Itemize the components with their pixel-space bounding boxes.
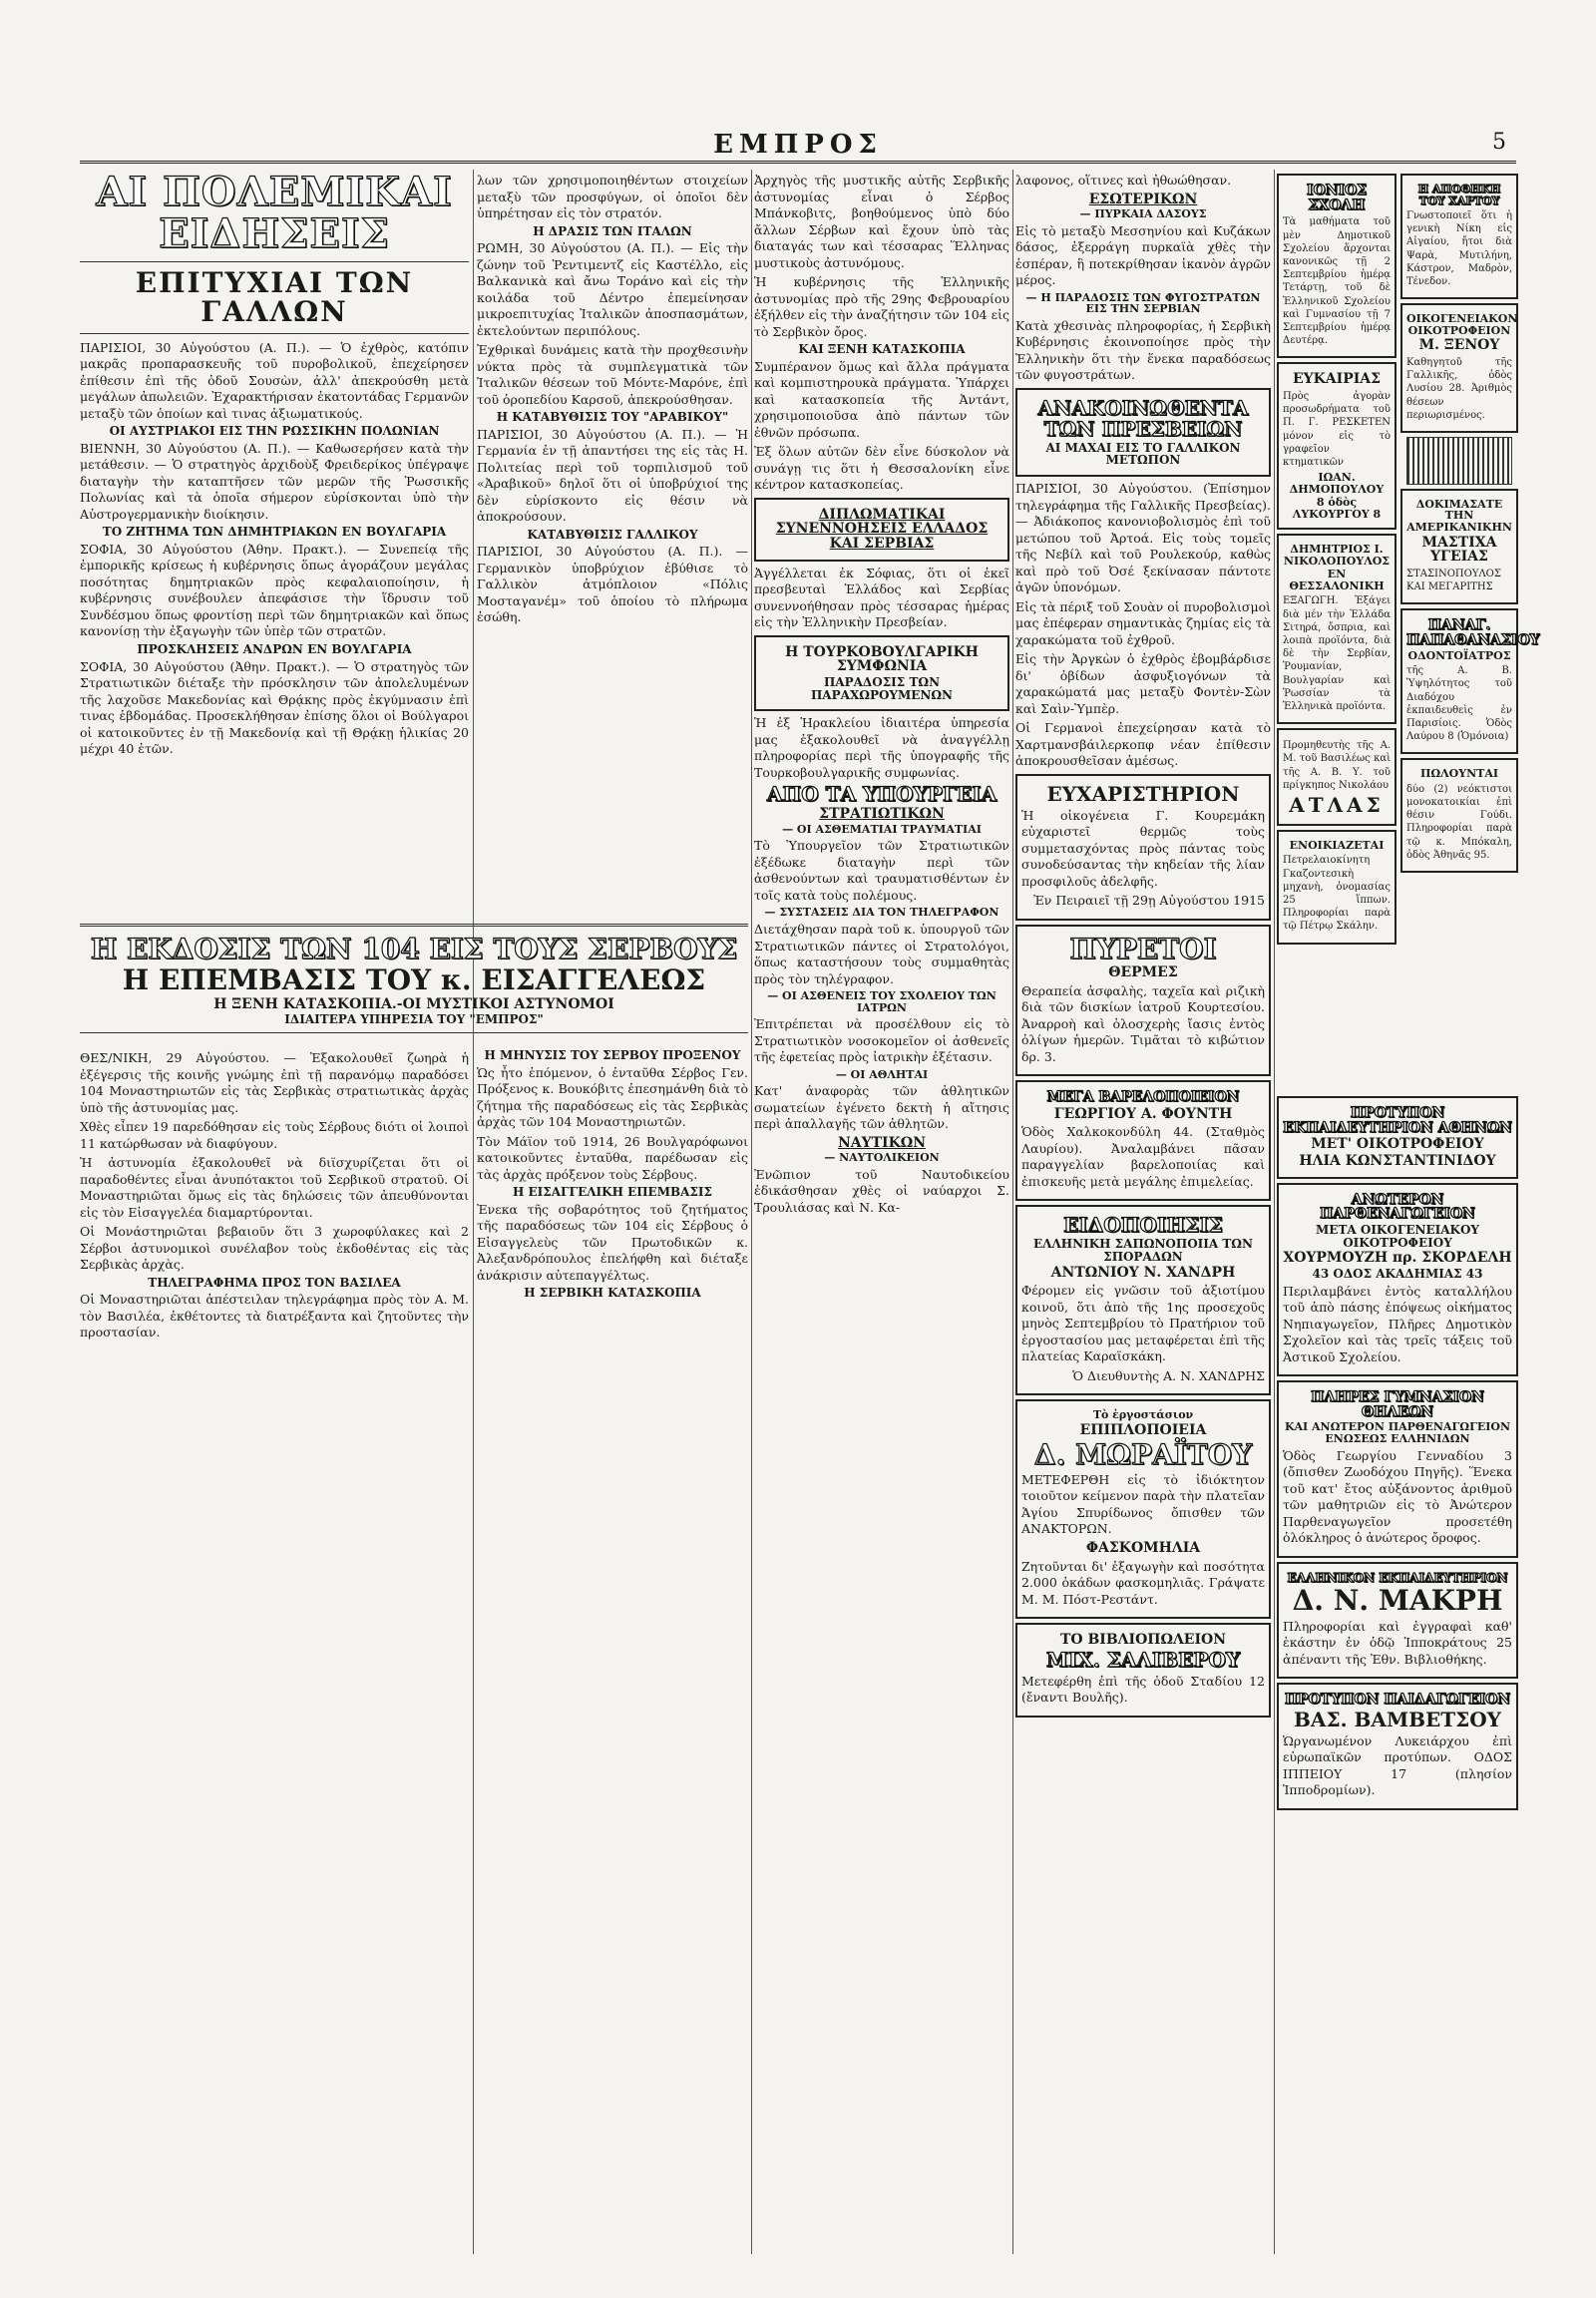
article-paragraph: Τὸν Μάϊον τοῦ 1914, 26 Βουλγαρόφωνοι κατοικοῦντες ἐνταῦθα, παρέδωσαν εἰς τὰς ἀρχὰς πρόξενον τοὺς Σέρβους. [477, 1133, 748, 1182]
column-war-news [80, 170, 469, 908]
column-serbian-consul [477, 1047, 748, 2254]
article-paragraph: Ἐξ ὅλων αὐτῶν δὲν εἶνε δύσκολον νὰ συνάγῃ τις ὅτι ἡ Θεσσαλονίκη εἶνε κέντρον κατασκοπείας. [754, 444, 1009, 493]
ad-text: Γνωστοποιεῖ ὅτι ἡ γενικὴ Νίκη εἰς Αἰγαίου, ἤτοι διὰ Ψαρὰ, Μυτιλήνη, Κάστρον, Μαδρὸν, Τένεδον. [1406, 210, 1512, 288]
article-paragraph: Ἐνεκα τῆς σοβαρότητος τοῦ ζητήματος τῆς παραδόσεως τῶν 104 εἰς Σέρβους ὁ Εἰσαγγελεὺς τῶν Πρωτοδικῶν κ. Ἀλεξανδρόπουλος ἐπελήφθη καὶ διέταξε ἀνάκρισιν αὐτεπαγγέλτως. [477, 1201, 748, 1283]
ad-box [1015, 1623, 1271, 1718]
ad-text: ΜΕΤΕΦΕΡΘΗ εἰς τὸ ἰδιόκτητον τοιοῦτον κείμενον παρὰ τὴν πλατεῖαν Ἁγίου Σπυρίδωνος ὄπισθεν τῶν ΑΝΑΚΤΟΡΩΝ. [1021, 1471, 1265, 1537]
ad-box [1277, 728, 1396, 826]
ad-subtitle: ΟΔΟΝΤΟΪΑΤΡΟΣ [1407, 648, 1511, 662]
box-subtitle: ΑΙ ΜΑΧΑΙ ΕΙΣ ΤΟ ΓΑΛΛΙΚΟΝ ΜΕΤΩΠΟΝ [1045, 440, 1241, 468]
ad-subtitle: ΜΕΤΑ ΟΙΚΟΓΕΝΕΙΑΚΟΥ ΟΙΚΟΤΡΟΦΕΙΟΥ [1316, 1223, 1479, 1250]
ad-text: Τὸ ἐργοστάσιον [1092, 1408, 1194, 1422]
article-paragraph: ΘΕΣ/ΝΙΚΗ, 29 Αὐγούστου. — Ἐξακολουθεῖ ζωηρὰ ἡ ἐξέγερσις τῆς κοινῆς γνώμης ἐπὶ τῇ παρανόμῳ παραδόσει 104 Μοναστηριωτῶν εἰς τὰς Σερβικὰς στρατιωτικὰς ἀρχὰς ὑπὸ τῆς ἀστυνομίας μας. [80, 1050, 469, 1115]
ad-subtitle: Μ. ΞΕΝΟΥ [1418, 337, 1500, 354]
ad-text: Ζητοῦνται δι' ἐξαγωγὴν καὶ ποσότητα 2.000 ὀκάδων φασκομηλιᾶς. Γράψατε Μ. Μ. Πόστ-Ρεστάντ. [1021, 1558, 1265, 1607]
section-heading: — Η ΠΑΡΑΔΟΣΙΣ ΤΩΝ ΦΥΓΟΣΤΡΑΤΩΝ ΕΙΣ ΤΗΝ ΣΕΡΒΙΑΝ [1025, 290, 1261, 316]
ad-title: ΕΥΚΑΙΡΙΑΣ [1292, 371, 1382, 388]
article-paragraph: ΠΑΡΙΣΙΟΙ, 30 Αὐγούστου (Α. Π.). — Ἡ Γερμανία ἐν τῇ ἀπαντήσει της εἰς τὰς Η. Πολιτείας περὶ τοῦ τορπιλισμοῦ τοῦ «Ἀραβικοῦ» δηλοῖ ὅτι οἱ ὑποβρύχιοί της δὲν εὑρίσκοντο εἰς θέσιν νὰ ἀποκρούσουν. [477, 426, 748, 525]
section-heading: Η ΜΗΝΥΣΙΣ ΤΟΥ ΣΕΡΒΟΥ ΠΡΟΞΕΝΟΥ [484, 1048, 741, 1062]
ad-text: ΣΤΑΣΙΝΟΠΟΥΛΟΣ ΚΑΙ ΜΕΓΑΡΙΤΗΣ [1406, 568, 1501, 593]
article-paragraph: Οἱ Μοναστηριῶται ἀπέστειλαν τηλεγράφημα πρὸς τὸν Α. Μ. τὸν Βασιλέα, ἐκθέτοντες τὰ διατρέξαντα καὶ ζητοῦντες τὴν προστασίαν. [80, 1292, 469, 1340]
article-paragraph: Εἰς τὴν Ἀργκὼν ὁ ἐχθρὸς ἐβομβάρδισε δι' ὀβίδων ἀσφυξιογόνων τὰ χαρακώματά μας μεταξὺ Φοντὲν-Σὼν καὶ Σαὶν-Ὑμπὲρ. [1015, 651, 1271, 716]
ad-box [1277, 1183, 1518, 1376]
ad-subtitle: 8 ὁδὸς ΛΥΚΟΥΡΓΟΥ 8 [1292, 496, 1382, 521]
domestic-heading: ΕΣΩΤΕΡΙΚΩΝ [1088, 191, 1198, 207]
ad-subtitle: ΧΟΥΡΜΟΥΖΗ πρ. ΣΚΟΡΔΕΛΗ [1283, 1250, 1512, 1267]
article-paragraph: Ἡ ἐξ Ἡρακλείου ἰδιαιτέρα ὑπηρεσία μας ἐξακολουθεῖ νὰ ἀναγγέλλῃ πληροφορίας περὶ τῆς ὑπογραφῆς τῆς Τουρκοβουλγαρικῆς συμφωνίας. [754, 715, 1009, 780]
ad-title: ΑΝΩΤΕΡΟΝ ΠΑΡΘΕΝΑΓΩΓΕΙΟΝ [1320, 1191, 1475, 1223]
article-paragraph: Κατ' ἀναφορὰς τῶν ἀθλητικῶν σωματείων ἐγένετο δεκτὴ ἡ αἴτησις περὶ ἀπαλλαγῆς τῶν ἀθλητῶν. [754, 1083, 1009, 1132]
ad-text: Φέρομεν εἰς γνῶσιν τοῦ ἀξιοτίμου κοινοῦ, ὅτι ἀπὸ τῆς 1ης προσεχοῦς μηνὸς Σεπτεμβρίου τὸ Πρατήριον τοῦ ἐργοστασίου μας μεταφέρεται ἐπὶ τῆς πλατείας Καραϊσκάκη. [1021, 1283, 1265, 1364]
article-paragraph: Ἐχθρικαὶ δυνάμεις κατὰ τὴν προχθεσινὴν νύκτα πρὸς τὰ συμπλεγματικὰ τῶν Ἰταλικῶν θέσεων τοῦ Μόντε-Μαρόνε, ἐπὶ τοῦ ὁροπεδίου Καρσοῦ, ἀπεκρούσθησαν. [477, 342, 748, 407]
section-heading: ΤΗΛΕΓΡΑΦΗΜΑ ΠΡΟΣ ΤΟΝ ΒΑΣΙΛΕΑ [148, 1275, 401, 1290]
section-heading: ΠΡΟΣΚΛΗΣΕΙΣ ΑΝΔΡΩΝ ΕΝ ΒΟΥΛΓΑΡΙΑ [137, 641, 412, 656]
ad-box [1277, 174, 1396, 358]
column-rule [473, 170, 474, 2254]
ad-title: ΠΡΟΤΥΠΟΝ ΠΑΙΔΑΓΩΓΕΙΟΝ [1284, 1692, 1511, 1709]
article-paragraph: ΠΑΡΙΣΙΟΙ, 30 Αὐγούστου. (Ἐπίσημον τηλεγράφημα τῆς Γαλλικῆς Πρεσβείας). — Ἀδιάκοπος κανονιοβολισμὸς ἐπὶ τοῦ μετώπου τοῦ Ἀρτοά. Εἰς τοὺς τομεῖς τῆς Νεβίλ καὶ τοῦ Ρουλεκούρ, καθὼς καὶ πρὸ τοῦ Ὀσέ ξεκίνασαν πάντοτε ἀγῶν ὑπονόμων. [1015, 481, 1271, 595]
ad-box [1277, 1562, 1518, 1679]
ad-box [1015, 774, 1271, 921]
ad-subtitle: ΒΑΣ. ΒΑΜΒΕΤΣΟΥ [1294, 1707, 1501, 1731]
article-paragraph: Διετάχθησαν παρὰ τοῦ κ. ὑπουργοῦ τῶν Στρατιωτικῶν πάντες οἱ Στρατολόγοι, ὅπως καταστήσουν τοὺς συμμαθητὰς πρὸς τὸν τηλέγραφον. [754, 922, 1009, 986]
article-paragraph: Συμπέρανον ὅμως καὶ ἄλλα πράγματα καὶ κομπιστηρουκὰ πράγματα. Ὑπάρχει καὶ κατασκοπεία τῆς Ἀντάντ, χρησιμοποιοῦσα ἀπὸ πάντων τῶν ἐθνῶν πρόσωπα. [754, 358, 1009, 440]
ad-title: ΜΕΓΑ ΒΑΡΕΛΟΠΟΙΕΙΟΝ [1046, 1089, 1240, 1106]
article-paragraph: Ἐπιτρέπεται νὰ προσέλθουν εἰς τὸ Στρατιωτικὸν νοσοκομεῖον οἱ ἀσθενεῖς τῆς ἐφετείας πρὸς ἰατρικὴν ἐξέτασιν. [754, 1016, 1009, 1065]
column-rule [751, 170, 752, 2254]
ad-text: Μετεφέρθη ἐπὶ τῆς ὁδοῦ Σταδίου 12 (ἔναντι Βουλῆς). [1021, 1673, 1265, 1706]
ad-box [1400, 608, 1540, 754]
ad-text: τῆς Α. Β. Ὑψηλότητος τοῦ Διαδόχου ἐκπαιδευθεὶς ἐν Παρισίοις. Ὁδὸς Λαύρου 8 (Ὁμόνοια) [1406, 665, 1512, 743]
section-heading: ΚΑΤΑΒΥΘΙΣΙΣ ΓΑΛΛΙΚΟΥ [527, 527, 698, 542]
ad-title: ΕΙΔΟΠΟΙΗΣΙΣ [1063, 1213, 1223, 1238]
divider [80, 261, 469, 262]
ad-subtitle: ΜΙΧ. ΣΑΛΙΒΕΡΟΥ [1045, 1647, 1241, 1672]
ad-subtitle: ΚΑΙ ΑΝΩΤΕΡΟΝ ΠΑΡΘΕΝΑΓΩΓΕΙΟΝ ΕΝΩΣΕΩΣ ΕΛΛΗΝΙΔΩΝ [1284, 1420, 1511, 1446]
column-italians [477, 170, 748, 908]
section-heading: Η ΣΕΡΒΙΚΗ ΚΑΤΑΣΚΟΠΙΑ [524, 1286, 701, 1301]
ad-text: Πληροφορίαι καὶ ἐγγραφαὶ καθ' ἑκάστην ἐν ὁδῷ Ἱπποκράτους 25 ἀπέναντι τῆς Ἐθν. Βιβλιοθήκης. [1283, 1618, 1512, 1667]
boxed-heading [754, 498, 1009, 562]
ad-box [1277, 1683, 1518, 1810]
article-paragraph: Ἡ ἀστυνομία ἐξακολουθεῖ νὰ διϊσχυρίζεται ὅτι οἱ παραδοθέντες εἶναι ἀνυπότακτοι τοῦ Σερβικοῦ στρατοῦ. Οἱ Μοναστηριῶται ὅμως εἰς τὰς δηλώσεις τῶν ἀπευθύνονται εἰς τὸν Εἰσαγγελέα διαμαρτύρονται. [80, 1155, 469, 1220]
ad-box [1015, 1399, 1271, 1619]
column-rule [1012, 170, 1013, 2254]
article-paragraph: Οἱ Γερμανοὶ ἐπεχείρησαν κατὰ τὸ Χαρτμανσβάιλερκοπφ νέαν ἐπίθεσιν ἀποκρουσθεῖσαν ἀμέσως. [1015, 720, 1271, 769]
article-paragraph: ΠΑΡΙΣΙΟΙ, 30 Αὐγούστου (Α. Π.). — Γερμανικὸν ὑποβρύχιον ἐβύθισε τὸ Γαλλικὸν ἀτμόπλοιον «Πόλις Μοσταγανέμ» τοῦ ὁποίου τὸ πλήρωμα ἐσώθη. [477, 544, 748, 625]
article-paragraph: ΣΟΦΙΑ, 30 Αὐγούστου (Ἀθην. Πρακτ.). — Ὁ στρατηγὸς τῶν Στρατιωτικῶν διέταξε τὴν πρόσκλησιν τῶν ἀπολελυμένων τῆς λαχοῦσε Μακεδονίας καὶ Θρᾴκης πρὸς ἐκγύμνασιν ἐπὶ τινας ἑβδομάδας. Προσεκλήθησαν ἐπίσης ὅλοι οἱ Βούλγαροι οἱ κατοικοῦντες ἐν τῇ Μακεδονίᾳ καὶ τῇ Θρᾴκῃ ἡλικίας 20 μέχρι 40 ἐτῶν. [80, 658, 469, 757]
section-heading: — ΟΙ ΑΣΘΕΝΕΙΣ ΤΟΥ ΣΧΟΛΕΙΟΥ ΤΩΝ ΙΑΤΡΩΝ [767, 989, 997, 1014]
ad-text: δύο (2) νεόκτιστοι μονοκατοικίαι ἐπὶ θέσιν Γούδι. Πληροφορίαι παρὰ τῷ κ. Μπόκαλη, ὁδὸς Ἀθηνᾶς 95. [1406, 783, 1512, 861]
article-paragraph: Οἱ Μονάστηριῶται βεβαιοῦν ὅτι 3 χωροφύλακες καὶ 2 Σέρβοι ἀστυνομικοὶ συνέλαβον τοὺς ἐκδοθέντας εἰς τὰς Σερβικὰς ἀρχὰς. [80, 1224, 469, 1272]
article-paragraph: Ἀγγέλλεται ἐκ Σόφιας, ὅτι οἱ ἐκεῖ πρεσβευταὶ Ἑλλάδος καὶ Σερβίας συνεννοήθησαν πρὸς τέσσαρας ἡμέρας εἰς τὴν Ἑλληνικὴν Πρεσβείαν. [754, 565, 1009, 630]
ad-text: Περιλαμβάνει ἐντὸς καταλλήλου τοῦ ἀπὸ πάσης ἐπόψεως οἰκήματος Νηπιαγωγεῖον, Πλῆρες Δημοτικὸν Σχολεῖον καὶ τὰς τρεῖς τάξεις τοῦ Ἀστικοῦ Σχολείου. [1283, 1283, 1512, 1364]
ad-subtitle: ΕΝ ΘΕΣΣΑΛΟΝΙΚΗ [1289, 568, 1385, 592]
ad-title: ΠΩΛΟΥΝΤΑΙ [1419, 767, 1499, 781]
ad-subtitle: ΗΛΙΑ ΚΩΝΣΤΑΝΤΙΝΙΔΟΥ [1299, 1153, 1496, 1170]
ad-box [1400, 758, 1518, 873]
ad-title: ΠΡΟΤΥΠΟΝ ΕΚΠΑΙΔΕΥΤΗΡΙΟΝ ΑΘΗΝΩΝ [1283, 1105, 1512, 1136]
ministries-heading: ΑΠΟ ΤΑ ΥΠΟΥΡΓΕΙΑ [766, 782, 998, 807]
ad-text: ΕΞΑΓΩΓΗ. Ἐξάγει διὰ μέν τὴν Ἑλλάδα Σιτηρά, ὄσπρια, καὶ λοιπὰ προϊόντα, διὰ δὲ τὴν Σερβίαν, Ῥουμανίαν, Βουλγαρίαν καὶ Ῥωσσίαν τὰ Ἑλληνικὰ προϊόντα. [1283, 595, 1391, 712]
column-domestic [1015, 170, 1271, 2254]
article-paragraph: ΒΙΕΝΝΗ, 30 Αὐγούστου (Α. Π.). — Καθωσερήσεν κατὰ τὴν μετάθεσιν. — Ὁ στρατηγὸς ἀρχιδοὺξ Φρειδερίκος ὑπέγραψε διαταγὴν τὴν καταπτῆσεν τῶν μερῶν τῆς Ῥωσσικῆς Πολωνίας καὶ τὰ ὁποῖα σήμερον εὑρίσκονται ὑπὸ τὴν Αὐστρογερμανικὴν διοίκησιν. [80, 440, 469, 522]
boxed-heading [1015, 388, 1271, 477]
ad-text: Ἐν Πειραιεῖ τῇ 29ῃ Αὐγούστου 1915 [1033, 893, 1265, 909]
box-title: Η ΤΟΥΡΚΟΒΟΥΛΓΑΡΙΚΗ ΣΥΜΦΩΝΙΑ [785, 643, 979, 675]
masthead-title: ΕΜΠΡΟΣ [713, 130, 883, 160]
ad-text: Ἡ οἰκογένεια Γ. Κουρεμάκη εὐχαριστεῖ θερμῶς τοὺς συμμετασχόντας πρὸς πάντας τοὺς συνοδεύσαντας τὴν κηδείαν τῆς λίαν προσφιλοῦς ἀδελφῆς. [1021, 807, 1265, 889]
article-paragraph: Εἰς τὰ πέριξ τοῦ Σουὰν οἱ πυροβολισμοὶ μας ἐπέφεραν σημαντικὰς ζημίας εἰς τὰ χαρακώματα τοῦ ἐχθροῦ. [1015, 598, 1271, 647]
article-paragraph: ΡΩΜΗ, 30 Αὐγούστου (Α. Π.). — Εἰς τὴν ζώνην τοῦ Ῥεντιμεντζ εἰς Καστέλλο, εἰς Βαλκανικὰ καὶ ἄνω Τοράνο καὶ εἰς τὴν κοιλάδα τοῦ Δέντρο ἐπεμείνησαν μικροεπιτυχίας Ἰταλικῶν ἀποσπασμάτων, ἐκτελούντων περιπόλους. [477, 240, 748, 338]
ad-box [1277, 362, 1396, 530]
ad-subtitle: ΘΕΡΜΕΣ [1108, 963, 1178, 980]
boxed-heading [754, 635, 1009, 712]
ad-subtitle: Δ. Ν. ΜΑΚΡΗ [1292, 1584, 1503, 1618]
wide-headline: Η ΕΚΔΟΣΙΣ ΤΩΝ 104 ΕΙΣ ΤΟΥΣ ΣΕΡΒΟΥΣ [90, 933, 738, 965]
article-paragraph: ΠΑΡΙΣΙΟΙ, 30 Αὐγούστου (Α. Π.). — Ὁ ἐχθρὸς, κατόπιν μακρᾶς προπαρασκευῆς τοῦ πυροβολικοῦ, ἐπεχείρησεν ἐπίθεσιν ἐπὶ τῆς ὁδοῦ Σουσὼν, ἀλλ' ἀπεκρούσθη μετὰ μεγάλων ἀπωλειῶν. Ἐχαρακτήρισαν ἐκατοντάδας Γερμανῶν μεταξὺ τῶν ὁποίων καὶ τινας ἀξιωματικούς. [80, 339, 469, 421]
column-ads-a [1277, 170, 1396, 1087]
divider [80, 1032, 748, 1033]
article-paragraph: Ἡ κυβέρνησις τῆς Ἑλληνικῆς ἀστυνομίας πρὸ τῆς 29ης Φεβρουαρίου ἐξήλθεν εἰς τὴν ἀναζήτησιν τῶν 104 εἰς τὸ Σερβικὸν ὄρος. [754, 274, 1009, 339]
section-heading: — ΠΥΡΚΑΙΑ ΔΑΣΟΥΣ [1079, 207, 1207, 221]
column-school-ads [1277, 1092, 1518, 2254]
ad-text: Ὡργανωμένον Λυκειάρχου ἐπὶ εὐρωπαϊκῶν προτύπων. ΟΔΟΣ ΙΠΠΕΙΟΥ 17 (πλησίον Ἱπποδρομίων). [1283, 1732, 1512, 1798]
ad-subtitle: ΙΩΑΝ. ΔΗΜΟΠΟΥΛΟΥ [1289, 471, 1385, 496]
ad-subtitle: ΑΝΤΩΝΙΟΥ Ν. ΧΑΝΔΡΗ [1050, 1264, 1236, 1281]
ad-subtitle: 43 ΟΔΟΣ ΑΚΑΔΗΜΙΑΣ 43 [1312, 1267, 1483, 1281]
ad-text: Ὁ Διευθυντὴς Α. Ν. ΧΑΝΔΡΗΣ [1072, 1367, 1265, 1383]
wide-headline-block [80, 916, 748, 1039]
column-rule [1274, 170, 1275, 2254]
ad-subtitle: ΜΕΤ' ΟΙΚΟΤΡΟΦΕΙΟΥ [1311, 1136, 1484, 1153]
section-heading: Η ΔΡΑΣΙΣ ΤΩΝ ΙΤΑΛΩΝ [533, 223, 692, 238]
ministries-subheading: ΣΤΡΑΤΙΩΤΙΚΩΝ [819, 806, 945, 823]
sub-headline: ΕΠΙΤΥΧΙΑΙ ΤΩΝ ΓΑΛΛΩΝ [135, 266, 414, 329]
ad-text: Πρὸς ἀγορὰν προσωδρήματα τοῦ Π. Γ. ΡΕΣΚΕΤΕΝ μόνον εἰς τὸ γραφεῖον κτηματικῶν [1283, 390, 1391, 468]
section-heading: Η ΕΙΣΑΓΓΕΛΙΚΗ ΕΠΕΜΒΑΣΙΣ [512, 1185, 713, 1200]
section-heading: — ΣΥΣΤΑΣΕΙΣ ΔΙΑ ΤΟΝ ΤΗΛΕΓΡΑΦΟΝ [764, 906, 999, 920]
ad-subtitle: ΜΑΣΤΙΧΑ ΥΓΕΙΑΣ [1421, 534, 1497, 566]
banner-headline: ΑΙ ΠΟΛΕΜΙΚΑΙ ΕΙΔΗΣΕΙΣ [96, 169, 453, 257]
ad-title: ΑΤΛΑΣ [1289, 792, 1385, 817]
ad-title: ΙΟΝΙΟΣ ΣΧΟΛΗ [1306, 183, 1368, 213]
ad-title: ΠΛΗΡΕΣ ΓΥΜΝΑΣΙΟΝ ΘΗΛΕΩΝ [1311, 1389, 1484, 1420]
article-paragraph: Εἰς τὸ μεταξὺ Μεσσηνίου καὶ Κυζάκων δάσος, ἐξερράγη πυρκαϊὰ χθὲς τὴν ἑσπέραν, ἣ ποτεκρίθησαν ἱκανὸν ἀγρῶν μέρος. [1015, 222, 1271, 288]
ad-text: Προμηθευτὴς τῆς Α. Μ. τοῦ Βασιλέως καὶ τῆς Α. Β. Υ. τοῦ πρίγκηπος Νικολάου [1283, 740, 1391, 791]
column-ads-b [1400, 170, 1540, 1087]
article-paragraph: Κατὰ χθεσινὰς πληροφορίας, ἡ Σερβικὴ Κυβέρνησις ἐκοινοποίησε πρὸς τὴν Ἑλληνικὴν ὅτι τὴν ἕνεκα παραδόσεως τῶν φυγοστράτων. [1015, 317, 1271, 383]
ad-box [1015, 1205, 1271, 1395]
ad-title: ΦΑΣΚΟΜΗΛΙΑ [1085, 1539, 1201, 1556]
wide-headline-4: ΙΔΙΑΙΤΕΡΑ ΥΠΗΡΕΣΙΑ ΤΟΥ "ΕΜΠΡΟΣ" [284, 1012, 544, 1027]
masthead [80, 130, 1516, 164]
article-paragraph: ΣΟΦΙΑ, 30 Αὐγούστου (Ἀθην. Πρακτ.). — Συνεπείᾳ τῆς ἐμπορικῆς κρίσεως ἡ κυβέρνησις ὅπως ἀγοράζουν μεγάλας ποσότητας δημητριακῶν πρὸς κεφαλαιοποίησιν, ἡ κυβέρνησις συνέβουλεν ἀπεφάσισε τὴν ἵδρυσιν τοῦ Συνδέσμου ὅπως φροντίσῃ περὶ τῶν δημητριακῶν καὶ ὅπως κανονίσῃ τὴν ἐξαγωγὴν τῶν ὑπὲρ τῶν στρατῶν. [80, 541, 469, 639]
article-paragraph: Τὸ Ὑπουργεῖον τῶν Στρατιωτικῶν ἐξέδωκε διαταγὴν περὶ τῶν ἀσθενούντων καὶ τραυματισθέντων ἐν τοῖς κατὰ τοὺς πολέμους. [754, 838, 1009, 903]
ad-subtitle: Δ. ΜΩΡΑΪΤΟΥ [1033, 1437, 1253, 1471]
product-label-image [1406, 437, 1512, 485]
ad-text: Τὰ μαθήματα τοῦ μὲν Δημοτικοῦ Σχολείου ἄρχονται κανονικῶς τῇ 2 Σεπτεμβρίου ἡμέρᾳ Τετάρτῃ, τοῦ δὲ Ἑλληνικοῦ Σχολείου καὶ Γυμνασίου τῇ 7 Σεπτεμβρίου ἡμέρᾳ Δευτέρᾳ. [1283, 216, 1391, 347]
ad-title: ΕΛΛΗΝΙΚΟΝ ΕΚΠΑΙΔΕΥΤΗΡΙΟΝ [1287, 1570, 1508, 1585]
section-heading: — ΟΙ ΑΣΘΕΜΑΤΙΑΙ ΤΡΑΥΜΑΤΙΑΙ [782, 822, 982, 836]
ad-text: Θεραπεία ἀσφαλὴς, ταχεῖα καὶ ριζικὴ διὰ τῶν δισκίων ἰατροῦ Κουρτεσίου. Ἀναρροὴ καὶ ὁλοσχερὴς ἴασις ἐντὸς ὀλίγων ἡμερῶν. Τιμᾶται τὸ κιβώτιον δρ. 3. [1021, 982, 1265, 1064]
section-heading: Η ΚΑΤΑΒΥΘΙΣΙΣ ΤΟΥ "ΑΡΑΒΙΚΟΥ" [496, 410, 729, 425]
section-heading: ΟΙ ΑΥΣΤΡΙΑΚΟΙ ΕΙΣ ΤΗΝ ΡΩΣΣΙΚΗΝ ΠΟΛΩΝΙΑΝ [109, 424, 440, 439]
naval-heading: ΝΑΥΤΙΚΩΝ [837, 1134, 927, 1151]
box-subtitle: ΠΑΡΑΔΟΣΙΣ ΤΩΝ ΠΑΡΑΧΩΡΟΥΜΕΝΩΝ [810, 675, 954, 702]
column-espionage [754, 170, 1009, 2254]
ad-title: ΕΠΙΠΛΟΠΟΙΕΙΑ [1079, 1421, 1207, 1438]
ad-title: ΤΟ ΒΙΒΛΙΟΠΩΛΕΙΟΝ [1059, 1632, 1227, 1649]
ad-title: ΟΙΚΟΓΕΝΕΙΑΚΟΝ ΟΙΚΟΤΡΟΦΕΙΟΝ [1406, 312, 1518, 337]
ad-subtitle: ΓΕΩΡΓΙΟΥ Α. ΦΟΥΝΤΗ [1053, 1105, 1233, 1122]
ad-box [1277, 1096, 1518, 1179]
ad-box [1015, 925, 1271, 1077]
ad-title: ΕΥΧΑΡΙΣΤΗΡΙΟΝ [1046, 781, 1240, 806]
ad-box [1400, 174, 1518, 299]
article-paragraph: Ὡς ἦτο ἑπόμενον, ὁ ἐνταῦθα Σέρβος Γεν. Πρόξενος κ. Βουκόβιτς ἐπεσημάνθη διὰ τὸ ζήτημα τῆς παραδόσεως εἰς τὰς Σερβικὰς ἀρχὰς τῶν 104 Μοναστηριωτῶν. [477, 1064, 748, 1130]
box-title: ΑΝΑΚΟΙΝΩΘΕΝΤΑ ΤΩΝ ΠΡΕΣΒΕΙΩΝ [1037, 395, 1249, 441]
ad-title: ΠΑΝΑΓ. ΠΑΠΑΘΑΝΑΣΙΟΥ [1406, 617, 1540, 649]
ad-text: Καθηγητοῦ τῆς Γαλλικῆς, ὁδὸς Λυσίου 28. Ἀριθμὸς θέσεων περιωρισμένος. [1406, 357, 1512, 421]
article-paragraph: λων τῶν χρησιμοποιηθέντων στοιχείων μεταξὺ τῶν προσφύγων, οἱ ὁποῖοι δὲν ὑπηρέτησαν εἰς τὸν στρατόν. [477, 173, 748, 220]
article-paragraph: λαφονος, οἵτινες καὶ ἠθωώθησαν. [1015, 173, 1232, 188]
article-paragraph: Ἐνῶπιον τοῦ Ναυτοδικείου ἐδικάσθησαν χθὲς οἱ ναύαρχοι Σ. Τρουλιάσας καὶ Ν. Κα- [754, 1166, 1009, 1215]
divider [80, 333, 469, 334]
ad-box [1277, 1380, 1518, 1557]
ad-box [1400, 489, 1518, 604]
ad-box [1015, 1080, 1271, 1201]
article-paragraph: Ἀρχηγὸς τῆς μυστικῆς αὐτῆς Σερβικῆς ἀστυνομίας εἶναι ὁ Σέρβος Μπάνκοβιτς, βοηθούμενος ὑπὸ δύο ἄλλων Σέρβων καὶ ἔχουν ὑπὸ τὰς διαταγάς των καὶ τέσσαρας Ἕλληνας μυστικοὺς ἀστυνόμους. [754, 173, 1009, 270]
section-heading: — ΟΙ ΑΘΛΗΤΑΙ [835, 1067, 929, 1081]
ad-title: ΠΥΡΕΤΟΙ [1069, 932, 1217, 965]
section-heading: ΤΟ ΖΗΤΗΜΑ ΤΩΝ ΔΗΜΗΤΡΙΑΚΩΝ ΕΝ ΒΟΥΛΓΑΡΙΑ [102, 525, 447, 540]
wide-headline-3: Η ΞΕΝΗ ΚΑΤΑΣΚΟΠΙΑ.-ΟΙ ΜΥΣΤΙΚΟΙ ΑΣΤΥΝΟΜΟΙ [213, 995, 614, 1012]
ad-subtitle: ΕΛΛΗΝΙΚΗ ΣΑΠΩΝΟΠΟΙΙΑ ΤΩΝ ΣΠΟΡΑΔΩΝ [1033, 1237, 1253, 1265]
ad-text: Πετρελαιοκίνητη Γκαζοντεσικὴ μηχανὴ, ὀνομασίας 25 ἵππων. Πληροφορίαι παρὰ τῷ Πέτρῳ Σκάλην. [1283, 855, 1391, 933]
article-paragraph: Χθὲς εἶπεν 19 παρεδόθησαν εἰς τοὺς Σέρβους διότι οἱ λοιποὶ 11 κατώρθωσαν νὰ διαφύγουν. [80, 1119, 469, 1151]
ad-title: ΔΗΜΗΤΡΙΟΣ Ι. ΝΙΚΟΛΟΠΟΥΛΟΣ [1283, 543, 1391, 568]
wide-headline-2: Η ΕΠΕΜΒΑΣΙΣ ΤΟΥ κ. ΕΙΣΑΓΓΕΛΕΩΣ [122, 963, 706, 997]
page-number: 5 [1492, 130, 1506, 155]
ad-box [1277, 830, 1396, 945]
ad-title: ΕΝΟΙΚΙΑΖΕΤΑΙ [1289, 838, 1385, 852]
column-extradition [80, 1047, 469, 2254]
ad-title: ΔΟΚΙΜΑΣΑΤΕ ΤΗΝ ΑΜΕΡΙΚΑΝΙΚΗΝ [1406, 497, 1512, 535]
section-heading: — ΝΑΥΤΟΛΙΚΕΙΟΝ [824, 1151, 940, 1165]
ad-title: Η ΑΠΟΘΗΚΗ ΤΟΥ ΧΑΡΤΟΥ [1417, 183, 1501, 207]
ad-box [1400, 303, 1518, 433]
ad-text: Ὁδὸς Χαλκοκονδύλη 44. (Σταθμὸς Λαυρίου). Ἀναλαμβάνει πᾶσαν παραγγελίαν βαρελοποιίας καὶ ἐπισκευῆς μετὰ μεγάλης ἐπιμελείας. [1021, 1124, 1265, 1189]
ad-text: Ὁδὸς Γεωργίου Γενναδίου 3 (ὄπισθεν Ζωοδόχου Πηγῆς). Ἕνεκα τοῦ κατ' ἔτος αὐξάνοντος ἀριθμοῦ τῶν μαθητριῶν εἰς τὸ Ἀνώτερον Παρθεναγωγεῖον προσετέθη ὁλόκληρος ὁ ἀνώτερος ὄροφος. [1283, 1447, 1512, 1546]
box-title: ΔΙΠΛΩΜΑΤΙΚΑΙ ΣΥΝΕΝΝΟΗΣΕΙΣ ΕΛΛΑΔΟΣ ΚΑΙ ΣΕΡΒΙΑΣ [775, 506, 989, 552]
divider [80, 924, 748, 927]
ad-box [1277, 534, 1396, 724]
masthead-rule [80, 161, 1516, 164]
section-heading: ΚΑΙ ΞΕΝΗ ΚΑΤΑΣΚΟΠΙΑ [798, 342, 966, 356]
